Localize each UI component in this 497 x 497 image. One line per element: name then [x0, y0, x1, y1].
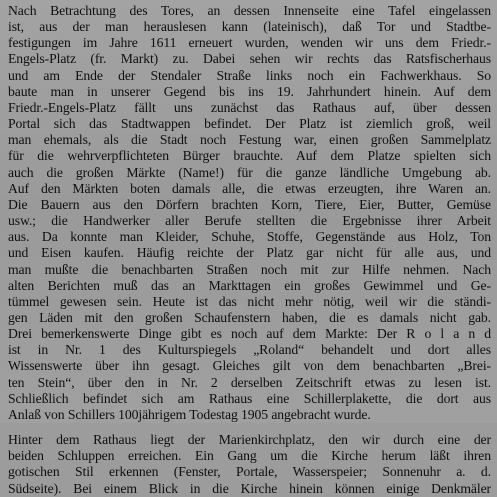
text-line: Auf den Märkten boten damals alle, die etwas erzeugten, ihre Waren an. — [8, 180, 491, 196]
text-line: aus. Da konnte man Kleider, Schuhe, Stoffe, Gegenstände aus Holz, Ton — [8, 229, 491, 245]
text-line: usw.; die Handwerker aller Berufe stellten die Ergebnisse ihrer Arbeit — [8, 213, 491, 229]
text-line: ten Stein“, über den in Nr. 2 derselben Zeitschrift etwas zu lesen ist. — [8, 374, 491, 390]
text-line: Schließlich befindet sich am Rathaus eine Schillerplakette, die dort aus — [8, 390, 491, 406]
text-line: Die Bauern aus den Dörfern brachten Korn, Tiere, Eier, Butter, Gemüse — [8, 196, 491, 212]
text-line: Nach Betrachtung des Tores, an dessen Innenseite eine Tafel eingelassen — [8, 3, 491, 18]
text-line: und am Ende der Stendaler Straße links noch ein Fachwerkhaus. So — [8, 67, 491, 83]
paragraph-market-square — [8, 3, 491, 423]
text-line: beiden Schluppen erreichen. Ein Gang um die Kirche herum läßt ihren — [8, 448, 491, 464]
text-line: für die wehrverpflichteten Bürger brauchte. Auf dem Platze spielten sich — [8, 148, 491, 164]
text-line: auch die großen Märkte (Name!) für die ganze ländliche Umgebung ab. — [8, 164, 491, 180]
text-line: Friedr.-Engels-Platz fällt uns zunächst das Rathaus auf, über dessen — [8, 99, 491, 115]
text-line: Engels-Platz (fr. Markt) zu. Dabei sehen wir rechts das Ratsfischerhaus — [8, 51, 491, 67]
text-line: und Eisen kaufen. Häufig reichte der Platz gar nicht für alle aus, und — [8, 245, 491, 261]
text-line: festigungen im Jahre 1611 erneuert wurden, wenden wir uns dem Friedr.- — [8, 35, 491, 51]
text-line: tümmel gewesen sein. Heute ist das nicht mehr nötig, weil wir die ständi- — [8, 293, 491, 309]
paragraph-spacer — [8, 423, 491, 432]
text-line: ist in Nr. 1 des Kulturspiegels „Roland“ behandelt und dort alles — [8, 342, 491, 358]
text-line: Südseite). Bei einem Blick in die Kirche hinein können einige Denkmäler — [8, 480, 491, 496]
text-line: ist, aus der man herauslesen kann (lateinisch), daß Tor und Stadtbe- — [8, 19, 491, 35]
text-line: gen Läden mit den großen Schaufenstern haben, die es damals nicht gab. — [8, 309, 491, 325]
text-line: Drei bemerkenswerte Dinge gibt es noch auf dem Markte: Der R o l a n d — [8, 326, 491, 342]
paragraph-marienkirchplatz — [8, 432, 491, 497]
text-line: alten Berichten muß das an Markttagen ein großes Gewimmel und Ge- — [8, 277, 491, 293]
text-line: gotischen Stil erkennen (Fenster, Portale, Wasserspeier; Sonnenuhr a. d. — [8, 464, 491, 480]
text-line: baute man in unserer Gegend bis ins 19. Jahrhundert hinein. Auf dem — [8, 83, 491, 99]
text-line: Hinter dem Rathaus liegt der Marienkirchplatz, den wir durch eine der — [8, 432, 491, 448]
text-line: Portal sich das Stadtwappen befindet. Der Platz ist ziemlich groß, weil — [8, 116, 491, 132]
text-line: man ehemals, als die Stadt noch Festung war, einen großen Sammelplatz — [8, 132, 491, 148]
text-line: Anlaß von Schillers 100jährigem Todestag 1905 angebracht wurde. — [8, 406, 371, 422]
text-line: Wissenswerte über ihn gesagt. Gleiches gilt von dem benachbarten „Brei- — [8, 358, 491, 374]
text-line: man mußte die benachbarten Straßen noch mit zur Hilfe nehmen. Nach — [8, 261, 491, 277]
